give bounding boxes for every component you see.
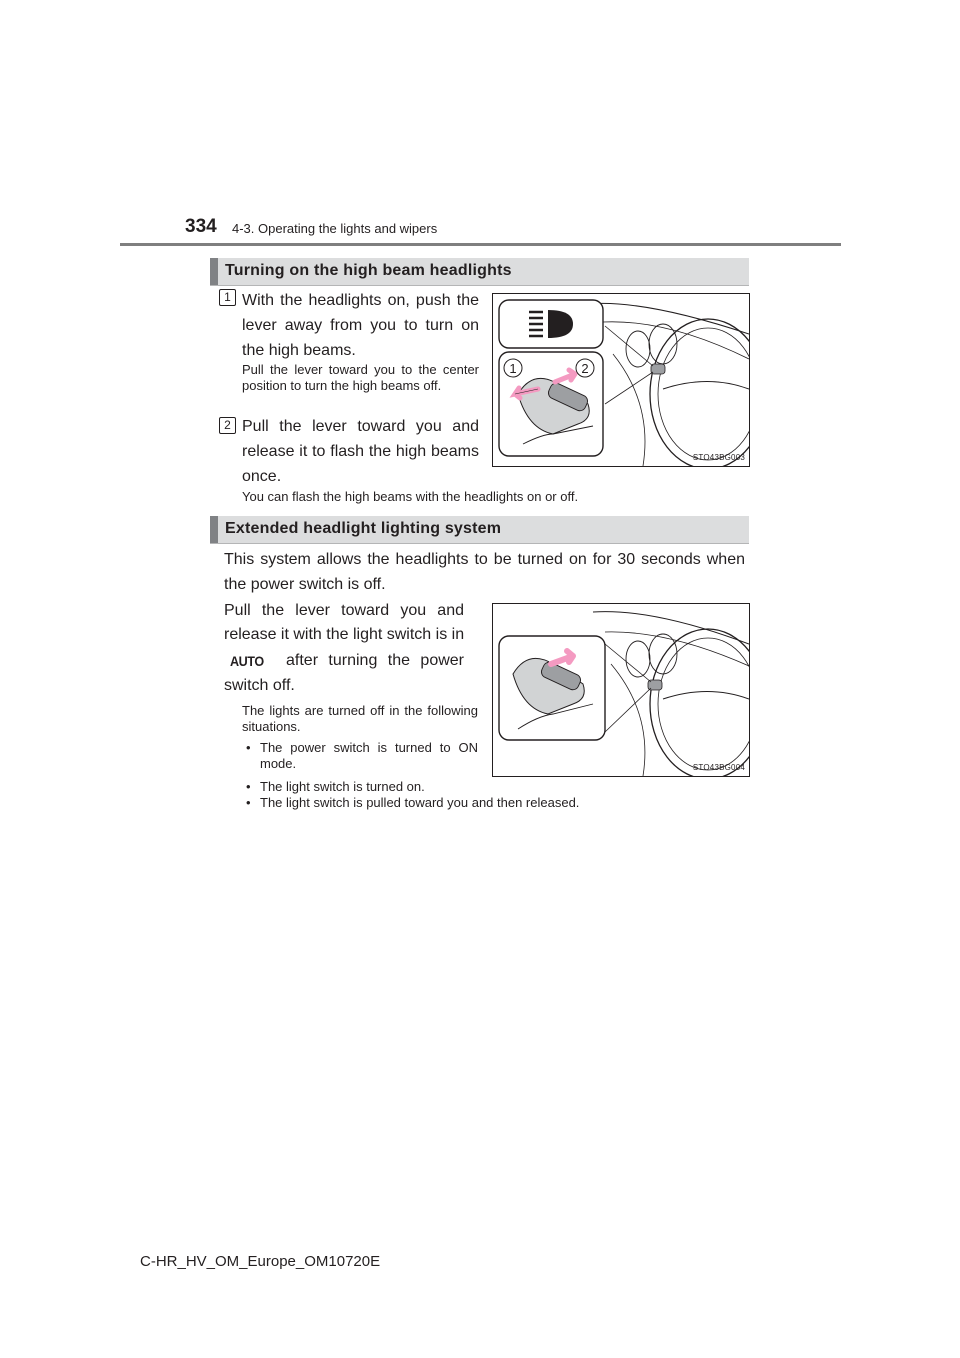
- figure-high-beam-lever: [492, 293, 750, 467]
- section-accent: [210, 258, 218, 285]
- bullet-text: The light switch is turned on.: [260, 779, 425, 794]
- step-badge-2: 2: [219, 417, 236, 434]
- callout-2: [576, 359, 594, 377]
- callout-1-label: 1: [509, 361, 517, 376]
- bullet-text: The light switch is pulled toward you and then released.: [260, 795, 580, 810]
- section-accent: [210, 516, 218, 543]
- section2-body-line3: after turning the power: [286, 652, 464, 669]
- bullet-item-3: • The light switch is pulled toward you and then released.: [246, 795, 746, 811]
- page-number: 334: [185, 216, 217, 237]
- callout-1: [504, 359, 522, 377]
- figure-extended-lighting-lever: [492, 603, 750, 777]
- header-rule: [120, 243, 841, 246]
- figure-illustration: [493, 604, 749, 776]
- auto-symbol-icon: AUTO: [230, 653, 264, 669]
- section2-intro: This system allows the headlights to be turned on for 30 seconds when the power switch is off.: [224, 551, 745, 593]
- section2-body-line1: Pull the lever toward you and: [224, 602, 464, 619]
- section-heading-high-beam: [210, 258, 749, 286]
- step2-text: Pull the lever toward you and release it to flash the high beams once.: [242, 418, 479, 485]
- step1-note: Pull the lever toward you to the center position to turn the high beams off.: [242, 362, 479, 393]
- section-title: Extended headlight lighting system: [225, 520, 502, 537]
- section2-body-line2: release it with the light switch is in: [224, 626, 465, 643]
- bullet-item-1: • The power switch is turned to ON mode.: [246, 740, 478, 771]
- figure-illustration: [493, 294, 749, 466]
- section2-note: The lights are turned off in the following situations.: [242, 703, 478, 734]
- callout-2-label: 2: [581, 361, 589, 376]
- document-id: C-HR_HV_OM_Europe_OM10720E: [140, 1253, 381, 1270]
- step2-note: You can flash the high beams with the headlights on or off.: [242, 489, 579, 504]
- section2-body-line4: switch off.: [224, 677, 295, 694]
- bullet-item-2: • The light switch is turned on.: [246, 779, 746, 795]
- section-title: Turning on the high beam headlights: [225, 262, 512, 279]
- step-badge-1: 1: [219, 289, 236, 306]
- step1-text: With the headlights on, push the lever away from you to turn on the high beams.: [242, 292, 479, 359]
- figure-code: STO43BG003: [692, 453, 745, 462]
- section-heading-extended-headlight: [210, 516, 749, 544]
- bullet-text: The power switch is turned to ON mode.: [260, 740, 478, 771]
- figure-code: STO43BG004: [692, 763, 745, 772]
- breadcrumb: 4-3. Operating the lights and wipers: [232, 221, 438, 236]
